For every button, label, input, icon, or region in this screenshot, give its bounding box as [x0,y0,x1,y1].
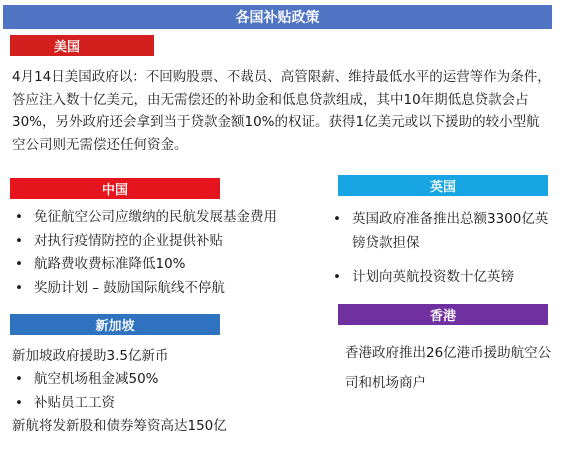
list-item [12,392,312,416]
usa-section-header: 美国 [10,35,154,56]
list-item [12,230,332,254]
list-item [12,253,332,277]
singapore-outro-text: 新航将发新股和债券筹资高达150亿 [12,418,227,434]
list-item-text: 航路费收费标准降低10% [34,256,186,272]
bullet-icon: • [15,394,23,411]
list-item-text: 计划向英航投资数十亿英镑 [352,269,514,285]
list-item-text: 补贴员工工资 [34,394,115,411]
list-item [12,277,332,301]
china-policy-list [12,206,332,300]
list-item [12,368,312,392]
singapore-section-header: 新加坡 [10,314,220,335]
list-item-text: 对执行疫情防控的企业提供补贴 [34,232,223,249]
bullet-icon: • [15,232,23,249]
usa-policy-text: 4月14日美国政府以：不回购股票、不裁员、高管限薪、维持最低水平的运营等作为条件，答应注入数十亿美元，由无需偿还的补助金和低息贷款组成，其中10年期低息贷款会占30%，另外政府还会拿到当于贷款金额10%的权证。获得1亿美元或以下援助的较小型航空公司则无需偿还任何资金。 [12,69,551,153]
list-item [12,206,332,230]
bullet-icon: • [333,211,341,227]
list-item [330,208,560,255]
uk-section-header: 英国 [338,175,548,196]
bullet-icon: • [333,269,341,285]
uk-policy-list [330,208,560,301]
list-item-text: 英国政府准备推出总额3300亿英镑贷款担保 [352,211,549,251]
bullet-icon: • [15,279,23,296]
list-item [330,266,560,290]
page-title: 各国补贴政策 [3,5,552,29]
hongkong-section-header: 香港 [338,304,548,325]
bullet-icon: • [15,256,23,272]
china-section-header: 中国 [10,178,220,199]
bullet-icon: • [15,371,23,387]
singapore-intro-text: 新加坡政府援助3.5亿新币 [12,348,169,364]
list-item-text: 奖励计划 – 鼓励国际航线不停航 [34,279,225,296]
list-item-text: 航空机场租金减50% [34,371,159,387]
bullet-icon: • [15,209,23,225]
singapore-policy-list [12,368,312,415]
list-item-text: 免征航空公司应缴纳的民航发展基金费用 [34,209,277,225]
hongkong-policy-text: 香港政府推出26亿港币援助航空公司和机场商户 [345,345,552,391]
